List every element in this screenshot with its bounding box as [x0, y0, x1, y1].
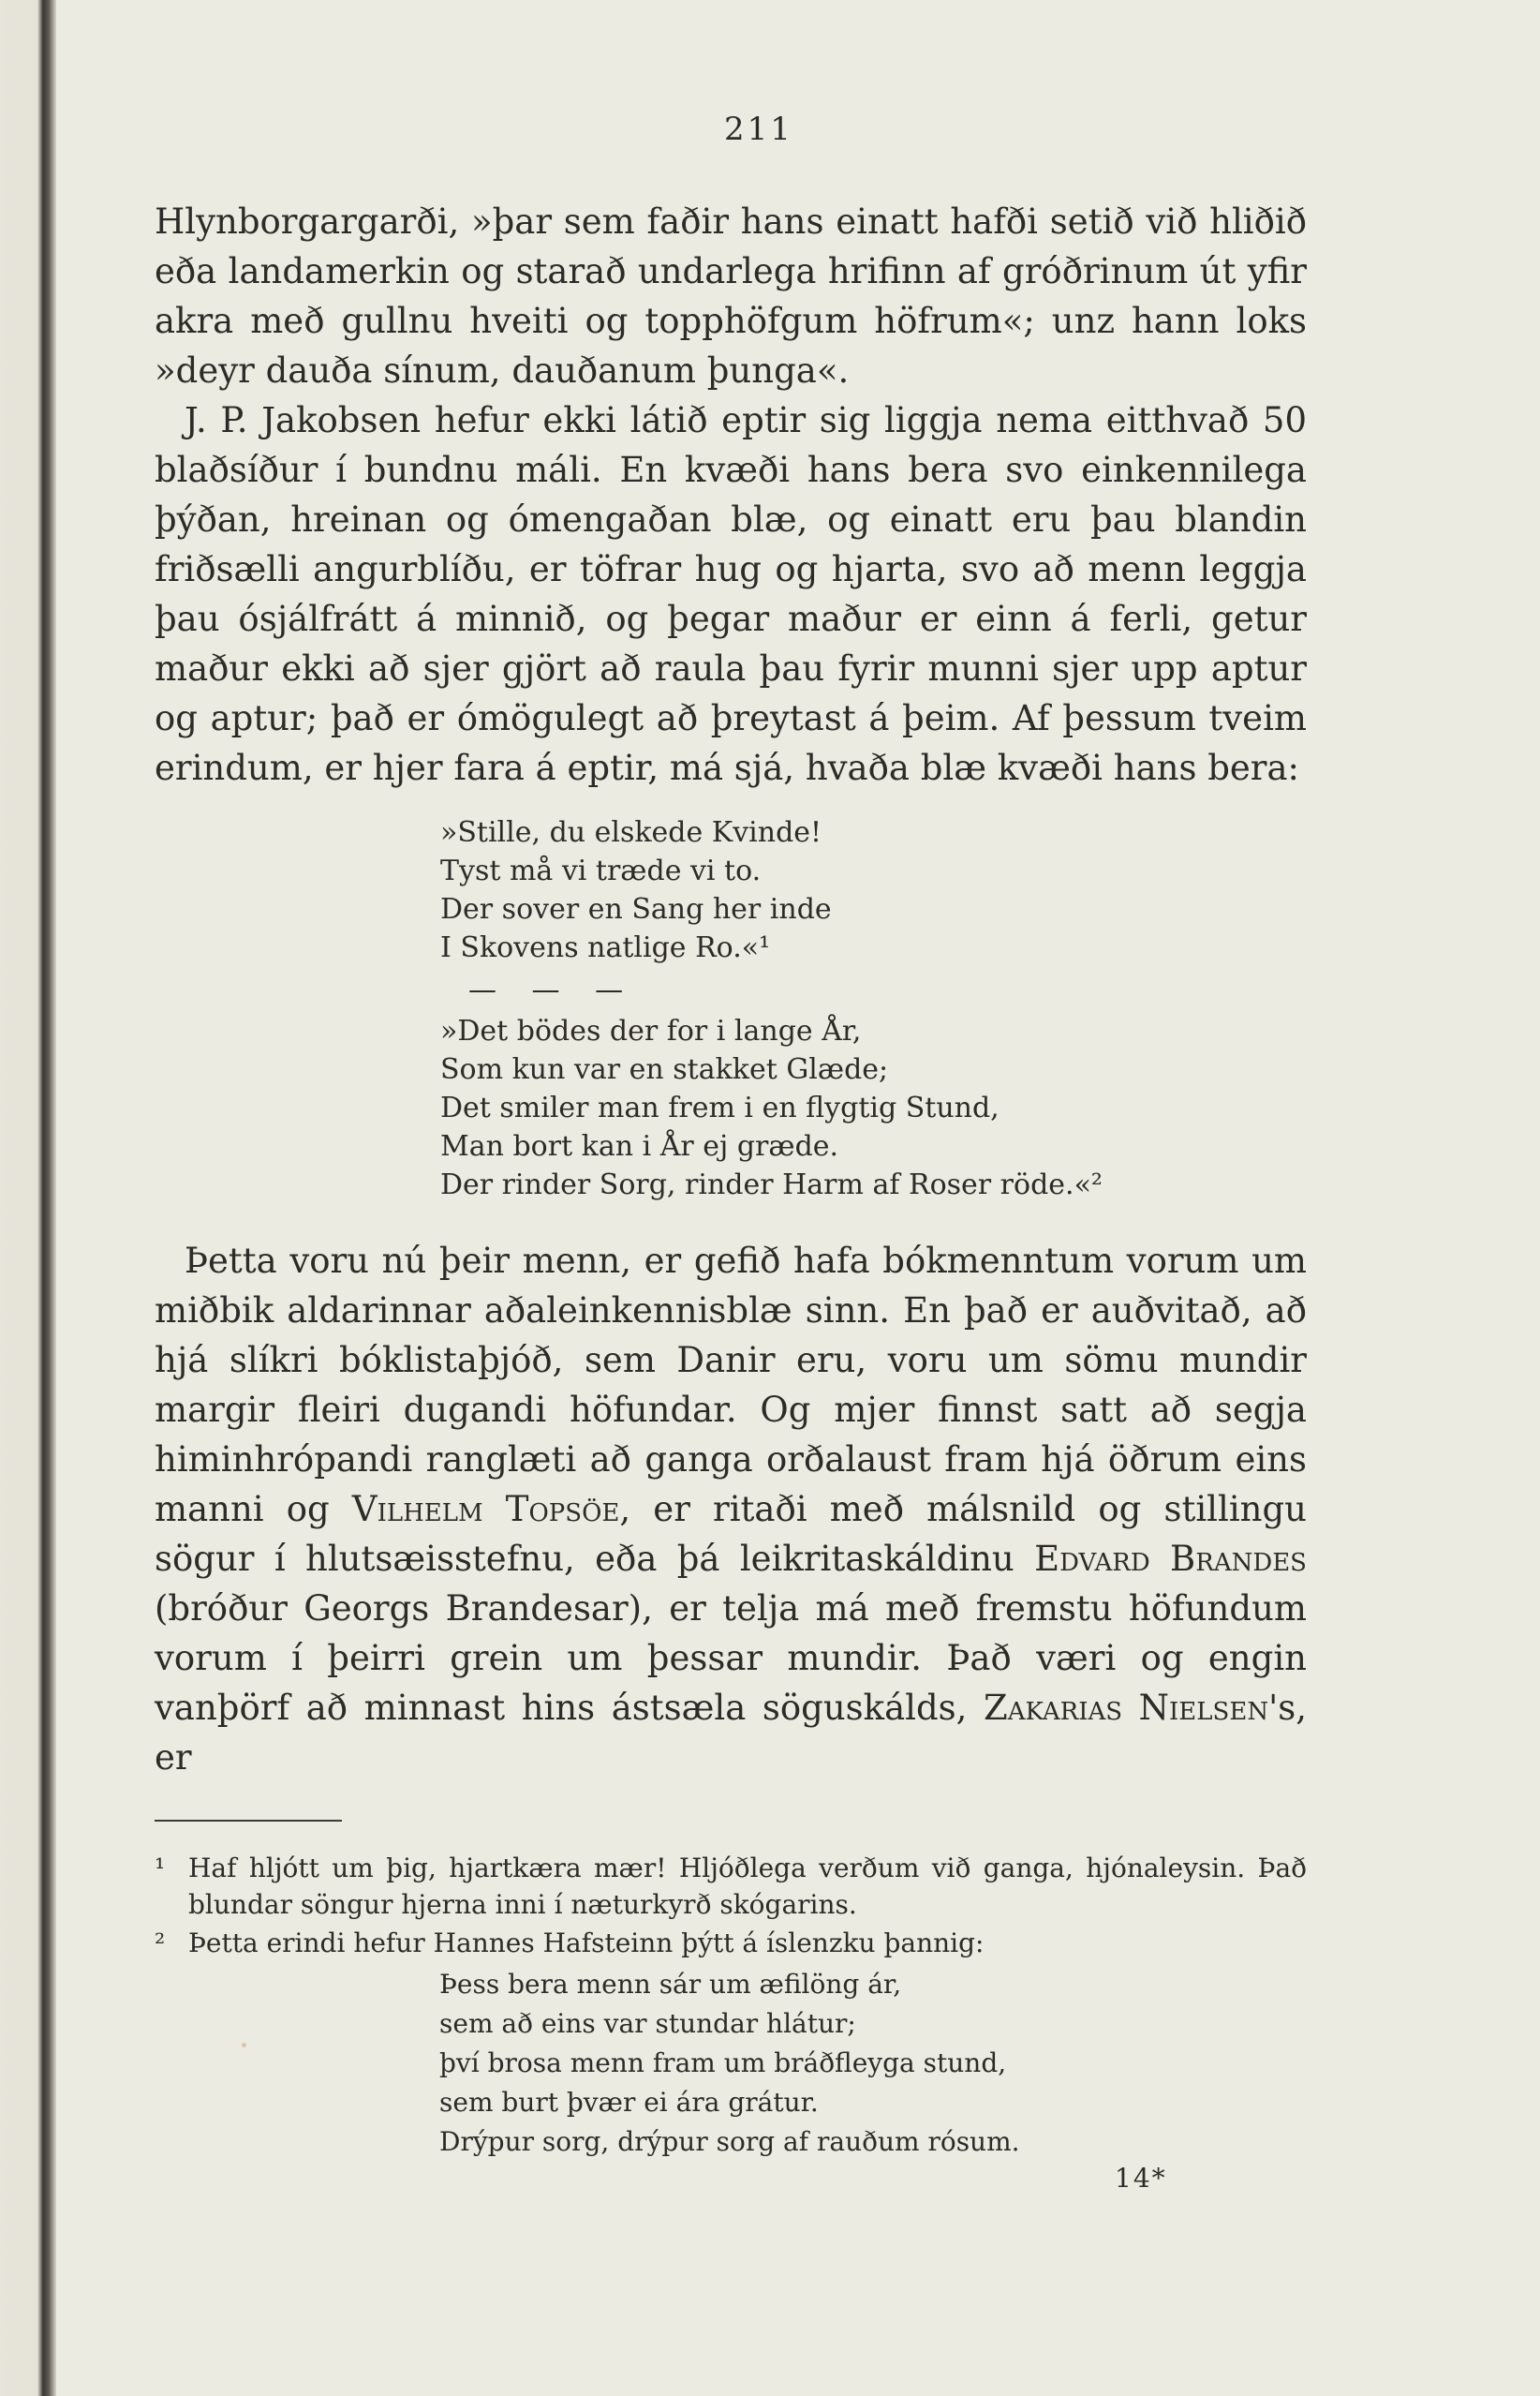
text-run: (bróður Georgs Brandesar), er telja má með fremstu höfundum vorum í þeirri grein um þessar mundir. Það væri og engin vanþörf að minnast hins ástsæla söguskálds,: [155, 1588, 1307, 1728]
poem-line: Man bort kan i År ej græde.: [440, 1130, 839, 1163]
footnote-poem: [439, 1965, 1307, 2162]
poem-line: sem að eins var stundar hlátur;: [439, 2008, 856, 2039]
book-spine-shadow: [0, 0, 56, 2396]
footnote-mark: ²: [155, 1927, 166, 1958]
poem-line: Som kun var en stakket Glæde;: [440, 1053, 889, 1086]
footnote-2: [155, 1925, 1307, 1961]
paragraph-3: [155, 1236, 1307, 1782]
book-page: [155, 111, 1307, 2162]
poem-line: »Det bödes der for i lange År,: [440, 1015, 862, 1048]
poem-line: sem burt þvær ei ára grátur.: [439, 2087, 819, 2118]
signature-mark: 14*: [1115, 2163, 1167, 2194]
text-run: 's, er: [155, 1688, 1307, 1778]
poem-separator: — — —: [468, 974, 637, 1006]
poem-stanza-2: [440, 1012, 1307, 1204]
footnote-text: Haf hljótt um þig, hjartkæra mær! Hljóðlega verðum við ganga, hjónaleysin. Það blundar söngur hjerna inni í næturkyrð skógarins.: [188, 1853, 1307, 1920]
footnote-rule: [155, 1820, 342, 1822]
footnote-1: [155, 1850, 1307, 1923]
poem-line: Drýpur sorg, drýpur sorg af rauðum rósum.: [439, 2126, 1020, 2157]
poem-line: Þess bera menn sár um æfilöng ár,: [439, 1969, 902, 2000]
poem-line: Der rinder Sorg, rinder Harm af Roser röde.«²: [440, 1168, 1103, 1201]
author-name-topsoe: Vilhelm Topsöe: [351, 1489, 620, 1529]
text-run: , er ritaði með málsnild og stillingu sögur í hlutsæisstefnu, eða þá leikritaskáldinu: [155, 1489, 1308, 1579]
poem-stanza-1: [440, 813, 1307, 1006]
page-number: 211: [724, 111, 793, 148]
paragraph-2: J. P. Jakobsen hefur ekki látið eptir sig liggja nema eitthvað 50 blaðsíður í bundnu máli. En kvæði hans bera svo einkennilega þýðan, hreinan og ómengaðan blæ, og einatt eru þau blandin friðsælli angurblíðu, er töfrar hug og hjarta, svo að menn leggja þau ósjálfrátt á minnið, og þegar maður er einn á ferli, getur maður ekki að sjer gjört að raula þau fyrir munni sjer upp aptur og aptur; það er ómögulegt að þreytast á þeim. Af þessum tveim erindum, er hjer fara á eptir, má sjá, hvaða blæ kvæði hans bera:: [155, 400, 1307, 788]
author-name-brandes: Edvard Brandes: [1034, 1539, 1307, 1579]
footnote-mark: ¹: [155, 1853, 166, 1883]
poem-line: Det smiler man frem i en flygtig Stund,: [440, 1092, 1000, 1124]
poem-line: Tyst må vi træde vi to.: [440, 855, 762, 887]
poem-line: Der sover en Sang her inde: [440, 893, 832, 926]
poem-line: I Skovens natlige Ro.«¹: [440, 931, 771, 964]
author-name-nielsen: Zakarias Nielsen: [984, 1688, 1269, 1728]
poem-line: því brosa menn fram um bráðfleyga stund,: [439, 2047, 1007, 2078]
text-run: Þetta voru nú þeir menn, er gefið hafa bókmenntum vorum um miðbik aldarinnar aðaleinkennisblæ sinn. En það er auðvitað, að hjá slíkri bóklistaþjóð, sem Danir eru, voru um sömu mundir margir fleiri dugandi höfundar. Og mjer finnst satt að segja himinhrópandi ranglæti að ganga orðalaust fram hjá öðrum eins manni og: [155, 1241, 1307, 1529]
footnote-text: Þetta erindi hefur Hannes Hafsteinn þýtt á íslenzku þannig:: [188, 1927, 985, 1958]
poem-line: »Stille, du elskede Kvinde!: [440, 816, 822, 849]
paragraph-1: Hlynborgargarði, »þar sem faðir hans einatt hafði setið við hliðið eða landamerkin og starað undarlega hrifinn af gróðrinum út yfir akra með gullnu hveiti og topphöfgum höfrum«; unz hann loks »deyr dauða sínum, dauðanum þunga«.: [155, 201, 1307, 391]
